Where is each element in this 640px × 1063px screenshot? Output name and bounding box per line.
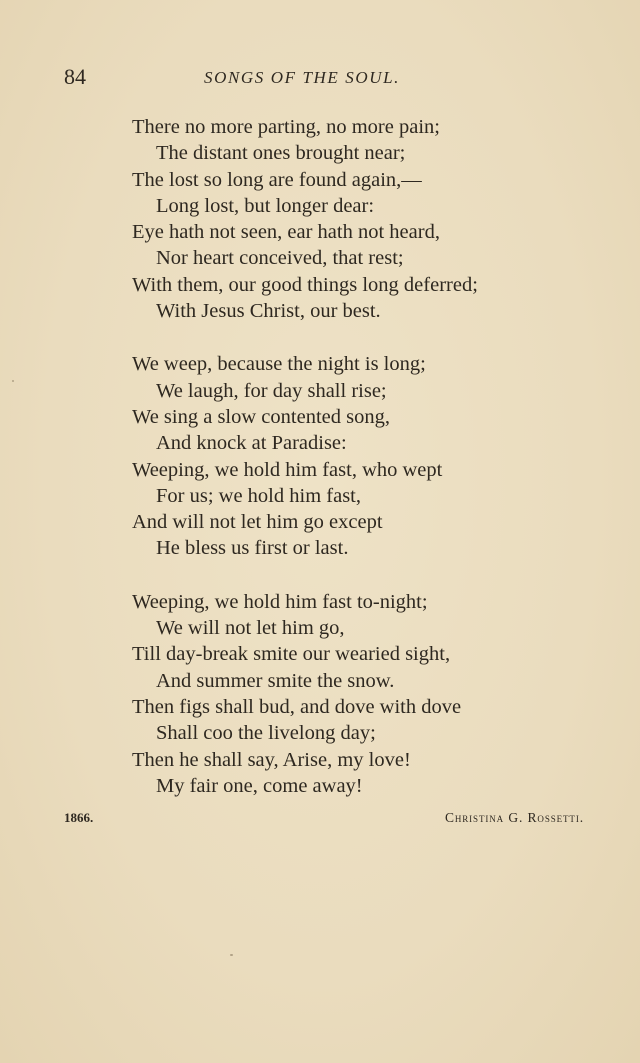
poem-line: Then he shall say, Arise, my love! bbox=[132, 748, 411, 771]
stanza-gap bbox=[132, 324, 582, 351]
poem-line: And knock at Paradise: bbox=[156, 432, 347, 455]
stanza bbox=[132, 114, 582, 324]
poem-line: The distant ones brought near; bbox=[156, 142, 406, 165]
poem-line: With Jesus Christ, our best. bbox=[156, 300, 381, 323]
poem-line: My fair one, come away! bbox=[156, 774, 363, 797]
poem-line: We laugh, for day shall rise; bbox=[156, 379, 387, 402]
stanza bbox=[132, 589, 582, 799]
poem-author: Christina G. Rossetti. bbox=[444, 810, 584, 825]
stanza-gap bbox=[132, 562, 582, 589]
poem-line: Then figs shall bud, and dove with dove bbox=[132, 695, 462, 718]
paper-speck bbox=[230, 954, 233, 956]
poem-line: Weeping, we hold him fast, who wept bbox=[132, 458, 443, 481]
poem-line: Eye hath not seen, ear hath not heard, bbox=[132, 221, 440, 244]
page-header bbox=[64, 64, 584, 98]
poem-line: We weep, because the night is long; bbox=[132, 353, 426, 376]
poem-line: For us; we hold him fast, bbox=[156, 484, 361, 507]
paper-speck bbox=[12, 380, 14, 382]
poem-line: There no more parting, no more pain; bbox=[132, 116, 440, 138]
poem-line: Weeping, we hold him fast to-night; bbox=[132, 590, 428, 613]
poem-line: Till day-break smite our wearied sight, bbox=[132, 643, 451, 666]
poem-line: He bless us first or last. bbox=[156, 537, 349, 560]
poem-line: Nor heart conceived, that rest; bbox=[156, 247, 404, 270]
poem-line: And will not let him go except bbox=[132, 511, 383, 534]
poem-line: Shall coo the livelong day; bbox=[156, 722, 376, 745]
poem-body bbox=[132, 114, 582, 799]
poem-line: And summer smite the snow. bbox=[156, 669, 395, 692]
poem-line: We sing a slow contented song, bbox=[132, 405, 390, 428]
stanza bbox=[132, 351, 582, 561]
poem-date: 1866. bbox=[64, 810, 94, 825]
poem-line: Long lost, but longer dear: bbox=[156, 194, 375, 217]
running-title: SONGS OF THE SOUL. bbox=[204, 68, 400, 87]
page-footer bbox=[64, 810, 584, 830]
page-number: 84 bbox=[64, 64, 86, 89]
poem-line: With them, our good things long deferred; bbox=[132, 273, 478, 296]
poem-line: The lost so long are found again,— bbox=[132, 168, 422, 191]
poem-line: We will not let him go, bbox=[156, 617, 345, 640]
